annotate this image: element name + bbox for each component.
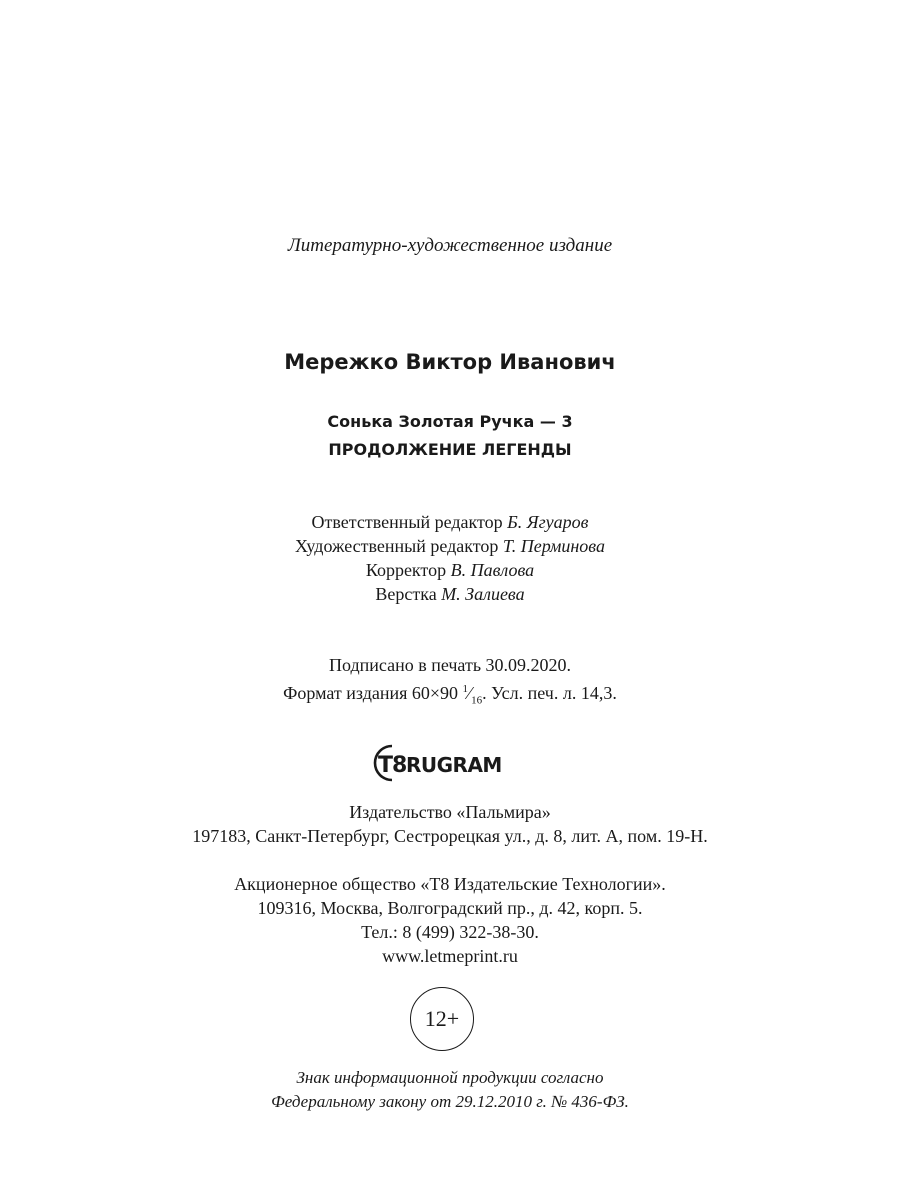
credit-line <box>0 582 900 606</box>
age-note-line: Федеральному закону от 29.12.2010 г. № 436-ФЗ. <box>271 1092 629 1111</box>
book-title: Сонька Золотая Ручка — 3 <box>327 412 573 431</box>
book-subtitle: ПРОДОЛЖЕНИЕ ЛЕГЕНДЫ <box>328 440 572 459</box>
format-suffix: . Усл. печ. л. 14,3. <box>482 683 617 703</box>
edition-type: Литературно-художественное издание <box>287 235 613 256</box>
age-note-line: Знак информационной продукции согласно <box>296 1068 604 1087</box>
format-size: 90 <box>440 683 459 703</box>
credit-line <box>0 534 900 558</box>
credits-block <box>0 510 900 606</box>
credit-person: Б. Ягуаров <box>507 512 589 532</box>
signed-date: Подписано в печать 30.09.2020. <box>328 655 572 675</box>
publisher-name: Издательство «Пальмира» <box>349 802 551 822</box>
fraction-numerator: 1 <box>462 683 469 695</box>
credit-line <box>0 510 900 534</box>
credit-role: Художественный редактор <box>295 536 499 556</box>
author-name: Мережко Виктор Иванович <box>284 350 616 374</box>
format-times: × <box>429 683 441 703</box>
credit-role: Ответственный редактор <box>311 512 503 532</box>
printer-address: 109316, Москва, Волгоградский пр., д. 42, корп. 5. <box>257 898 643 918</box>
credit-person: М. Залиева <box>441 584 525 604</box>
age-rating-note <box>0 1066 900 1114</box>
printer-block <box>0 872 900 968</box>
age-rating-badge <box>410 987 474 1051</box>
credit-role: Корректор <box>365 560 447 580</box>
publisher-block <box>0 800 900 848</box>
logo-graphic <box>370 742 520 782</box>
format-fraction: $^1⁄_{16}$ <box>462 683 483 707</box>
age-rating-label: 12+ <box>424 1006 460 1031</box>
format-line <box>0 677 900 713</box>
logo-mark: T8 <box>378 753 407 778</box>
book-title-block <box>0 408 900 464</box>
logo-brand: RUGRAM <box>406 753 502 777</box>
fraction-denominator: 16 <box>471 694 483 707</box>
printer-name: Акционерное общество «Т8 Издательские Технологии». <box>234 874 666 894</box>
credit-person: В. Павлова <box>450 560 535 580</box>
printer-website: www.letmeprint.ru <box>382 946 518 966</box>
credit-person: Т. Перминова <box>502 536 605 556</box>
format-prefix: Формат издания 60 <box>283 683 430 703</box>
print-info-block <box>0 653 900 713</box>
publisher-address: 197183, Санкт-Петербург, Сестрорецкая ул., д. 8, лит. А, пом. 19-Н. <box>192 826 708 846</box>
t8-rugram-logo-icon <box>370 742 520 782</box>
credit-line <box>0 558 900 582</box>
credit-role: Верстка <box>375 584 437 604</box>
printer-phone: Тел.: 8 (499) 322-38-30. <box>361 922 539 942</box>
